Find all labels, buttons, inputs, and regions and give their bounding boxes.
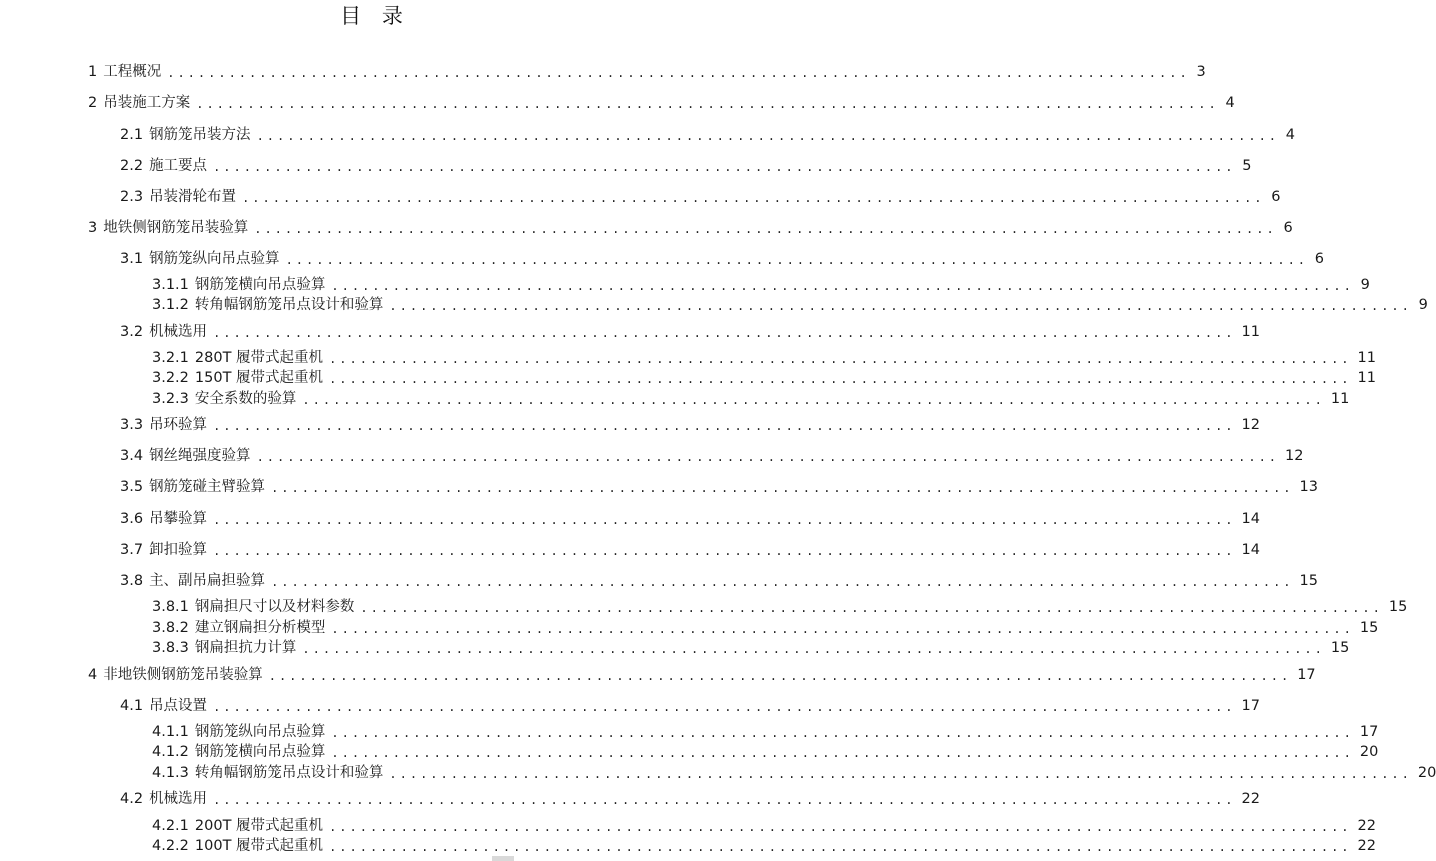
entry-title: 钢筋笼横向吊点验算 bbox=[194, 744, 326, 760]
page-number: 6 bbox=[1283, 220, 1293, 236]
entry-title: 钢筋笼纵向吊点验算 bbox=[194, 724, 326, 740]
page-number: 12 bbox=[1285, 448, 1304, 464]
entry-title: 钢扁担尺寸以及材料参数 bbox=[194, 599, 355, 615]
page-number: 4 bbox=[1285, 127, 1296, 143]
dot-leader: .................................................................................................... bbox=[256, 450, 1280, 464]
page-number: 11 bbox=[1241, 324, 1260, 340]
entry-title: 钢筋笼吊装方法 bbox=[149, 127, 251, 143]
entry-title: 安全系数的验算 bbox=[194, 391, 297, 407]
entry-title: 280T 履带式起重机 bbox=[194, 350, 324, 366]
toc-entry[interactable] bbox=[120, 447, 1304, 465]
entry-title: 主、副吊扁担验算 bbox=[149, 573, 266, 589]
entry-number: 3.8.2 bbox=[152, 620, 189, 636]
page-number: 5 bbox=[1242, 158, 1252, 174]
entry-number: 4.1 bbox=[120, 698, 144, 714]
entry-number: 3.1.1 bbox=[152, 277, 189, 293]
toc-entry[interactable] bbox=[120, 790, 1260, 808]
dot-leader: .................................................................................................... bbox=[213, 160, 1236, 174]
toc-entry[interactable] bbox=[152, 723, 1379, 741]
page-number: 17 bbox=[1241, 698, 1260, 714]
page-number: 17 bbox=[1297, 667, 1316, 683]
page-number: 15 bbox=[1299, 573, 1318, 589]
entry-number: 4.2 bbox=[120, 791, 144, 807]
entry-title: 工程概况 bbox=[103, 64, 162, 80]
entry-number: 3.1 bbox=[120, 251, 144, 267]
dot-leader: .................................................................................................... bbox=[389, 767, 1412, 781]
entry-number: 3.8.1 bbox=[152, 599, 189, 615]
entry-number: 4.1.3 bbox=[152, 765, 189, 781]
dot-leader: .................................................................................................... bbox=[268, 669, 1292, 683]
entry-number: 2.2 bbox=[120, 158, 144, 174]
toc-entry[interactable] bbox=[152, 598, 1408, 616]
entry-number: 4.1.1 bbox=[152, 724, 189, 740]
entry-number: 3.2.3 bbox=[152, 391, 189, 407]
dot-leader: .................................................................................................... bbox=[213, 419, 1236, 433]
dot-leader: .................................................................................................... bbox=[213, 326, 1236, 340]
entry-number: 3.1.2 bbox=[152, 297, 189, 313]
entry-title: 非地铁侧钢筋笼吊装验算 bbox=[103, 667, 263, 683]
page-number: 11 bbox=[1357, 350, 1376, 366]
entry-title: 转角幅钢筋笼吊点设计和验算 bbox=[194, 297, 384, 313]
entry-number: 4 bbox=[88, 667, 98, 683]
dot-leader: .................................................................................................... bbox=[196, 97, 1219, 111]
toc-entry[interactable] bbox=[152, 619, 1379, 637]
page-number: 9 bbox=[1418, 297, 1428, 313]
page-number: 6 bbox=[1314, 251, 1325, 267]
dot-leader: .................................................................................................... bbox=[167, 66, 1190, 80]
entry-title: 钢筋笼纵向吊点验算 bbox=[149, 251, 280, 267]
toc-entry[interactable] bbox=[120, 572, 1318, 590]
page-number: 14 bbox=[1241, 542, 1260, 558]
entry-title: 吊装施工方案 bbox=[103, 95, 191, 111]
entry-number: 4.2.1 bbox=[152, 818, 189, 834]
page-number: 22 bbox=[1357, 818, 1376, 834]
page-number: 11 bbox=[1330, 391, 1350, 407]
page-number: 9 bbox=[1360, 277, 1370, 293]
page-number: 17 bbox=[1359, 724, 1379, 740]
dot-leader: .................................................................................................... bbox=[360, 601, 1383, 615]
entry-number: 3.2.2 bbox=[152, 370, 189, 386]
toc-entry[interactable] bbox=[120, 541, 1260, 559]
toc-entry[interactable] bbox=[120, 697, 1260, 715]
toc-entry[interactable] bbox=[88, 63, 1206, 81]
dot-leader: .................................................................................................... bbox=[213, 793, 1236, 807]
toc-entry[interactable] bbox=[152, 764, 1436, 782]
page-number: 20 bbox=[1359, 744, 1379, 760]
toc-entry[interactable] bbox=[152, 817, 1376, 835]
toc-entry[interactable] bbox=[120, 157, 1252, 175]
entry-number: 4.1.2 bbox=[152, 744, 189, 760]
dot-leader: .................................................................................................... bbox=[331, 746, 1354, 760]
page-number: 15 bbox=[1330, 640, 1350, 656]
entry-title: 机械选用 bbox=[149, 791, 208, 807]
entry-number: 3 bbox=[88, 220, 98, 236]
dot-leader: .................................................................................................... bbox=[256, 129, 1280, 143]
dot-leader: .................................................................................................... bbox=[329, 352, 1352, 366]
entry-title: 吊装滑轮布置 bbox=[149, 189, 237, 205]
page-number: 13 bbox=[1299, 479, 1318, 495]
toc-entry[interactable] bbox=[120, 126, 1296, 144]
page-number: 3 bbox=[1196, 64, 1206, 80]
toc-entry[interactable] bbox=[152, 349, 1376, 367]
page-number: 11 bbox=[1357, 370, 1376, 386]
dot-leader: .................................................................................................... bbox=[213, 700, 1236, 714]
entry-number: 3.2 bbox=[120, 324, 144, 340]
dot-leader: .................................................................................................... bbox=[254, 222, 1277, 236]
entry-number: 1 bbox=[88, 64, 98, 80]
dot-leader: .................................................................................................... bbox=[302, 642, 1325, 656]
page-number: 4 bbox=[1225, 95, 1235, 111]
page-number: 12 bbox=[1241, 417, 1260, 433]
toc-entry[interactable] bbox=[120, 323, 1260, 341]
toc-entry[interactable] bbox=[152, 390, 1350, 408]
entry-title: 吊攀验算 bbox=[149, 511, 208, 527]
entry-title: 钢筋笼横向吊点验算 bbox=[194, 277, 326, 293]
entry-number: 2.1 bbox=[120, 127, 144, 143]
page-number: 14 bbox=[1241, 511, 1260, 527]
entry-title: 200T 履带式起重机 bbox=[194, 818, 324, 834]
toc-entry[interactable] bbox=[120, 416, 1260, 434]
entry-number: 2 bbox=[88, 95, 98, 111]
entry-number: 3.6 bbox=[120, 511, 144, 527]
toc-entry[interactable] bbox=[120, 478, 1318, 496]
entry-title: 建立钢扁担分析模型 bbox=[194, 620, 326, 636]
page-number: 20 bbox=[1417, 765, 1436, 781]
dot-leader: .................................................................................................... bbox=[331, 726, 1354, 740]
dot-leader: .................................................................................................... bbox=[329, 840, 1352, 854]
dot-leader: .................................................................................................... bbox=[242, 191, 1265, 205]
entry-number: 3.2.1 bbox=[152, 350, 189, 366]
toc-entry[interactable] bbox=[120, 510, 1260, 528]
entry-number: 3.8 bbox=[120, 573, 144, 589]
entry-title: 100T 履带式起重机 bbox=[194, 838, 324, 854]
dot-leader: .................................................................................................... bbox=[329, 820, 1352, 834]
dot-leader: .................................................................................................... bbox=[389, 299, 1412, 313]
entry-number: 4.2.2 bbox=[152, 838, 189, 854]
entry-title: 转角幅钢筋笼吊点设计和验算 bbox=[194, 765, 384, 781]
toc-entry[interactable] bbox=[120, 250, 1325, 268]
dot-leader: .................................................................................................... bbox=[285, 253, 1309, 267]
dot-leader: .................................................................................................... bbox=[271, 575, 1294, 589]
dot-leader: .................................................................................................... bbox=[302, 393, 1325, 407]
dot-leader: .................................................................................................... bbox=[271, 481, 1294, 495]
page-number: 15 bbox=[1388, 599, 1408, 615]
entry-title: 施工要点 bbox=[149, 158, 208, 174]
entry-number: 3.3 bbox=[120, 417, 144, 433]
toc-entry[interactable] bbox=[152, 369, 1376, 387]
entry-number: 3.8.3 bbox=[152, 640, 189, 656]
entry-number: 3.7 bbox=[120, 542, 144, 558]
toc-entry[interactable] bbox=[152, 276, 1370, 294]
entry-title: 卸扣验算 bbox=[149, 542, 208, 558]
toc-entry[interactable] bbox=[152, 743, 1379, 761]
page-number: 22 bbox=[1241, 791, 1260, 807]
toc-entry[interactable] bbox=[120, 188, 1281, 206]
toc-entry[interactable] bbox=[88, 219, 1293, 237]
dot-leader: .................................................................................................... bbox=[331, 279, 1354, 293]
entry-title: 机械选用 bbox=[149, 324, 208, 340]
dot-leader: .................................................................................................... bbox=[329, 372, 1352, 386]
toc-entry[interactable] bbox=[152, 296, 1428, 314]
toc-entry[interactable] bbox=[152, 837, 1376, 855]
entry-number: 3.5 bbox=[120, 479, 144, 495]
toc-entry[interactable] bbox=[88, 94, 1235, 112]
page-number: 15 bbox=[1359, 620, 1379, 636]
dot-leader: .................................................................................................... bbox=[213, 513, 1236, 527]
dot-leader: .................................................................................................... bbox=[213, 544, 1236, 558]
entry-title: 钢扁担抗力计算 bbox=[194, 640, 297, 656]
toc-entry[interactable] bbox=[88, 666, 1316, 684]
entry-title: 钢筋笼碰主臂验算 bbox=[149, 479, 266, 495]
entry-title: 钢丝绳强度验算 bbox=[149, 448, 251, 464]
toc-entry[interactable] bbox=[152, 639, 1350, 657]
entry-title: 地铁侧钢筋笼吊装验算 bbox=[103, 220, 249, 236]
entry-title: 吊环验算 bbox=[149, 417, 208, 433]
entry-number: 2.3 bbox=[120, 189, 144, 205]
scroll-indicator bbox=[492, 856, 514, 861]
page-number: 6 bbox=[1271, 189, 1281, 205]
dot-leader: .................................................................................................... bbox=[331, 622, 1354, 636]
entry-number: 3.4 bbox=[120, 448, 144, 464]
toc-title: 目 录 bbox=[340, 4, 410, 28]
entry-title: 吊点设置 bbox=[149, 698, 208, 714]
page-number: 22 bbox=[1357, 838, 1376, 854]
entry-title: 150T 履带式起重机 bbox=[194, 370, 324, 386]
